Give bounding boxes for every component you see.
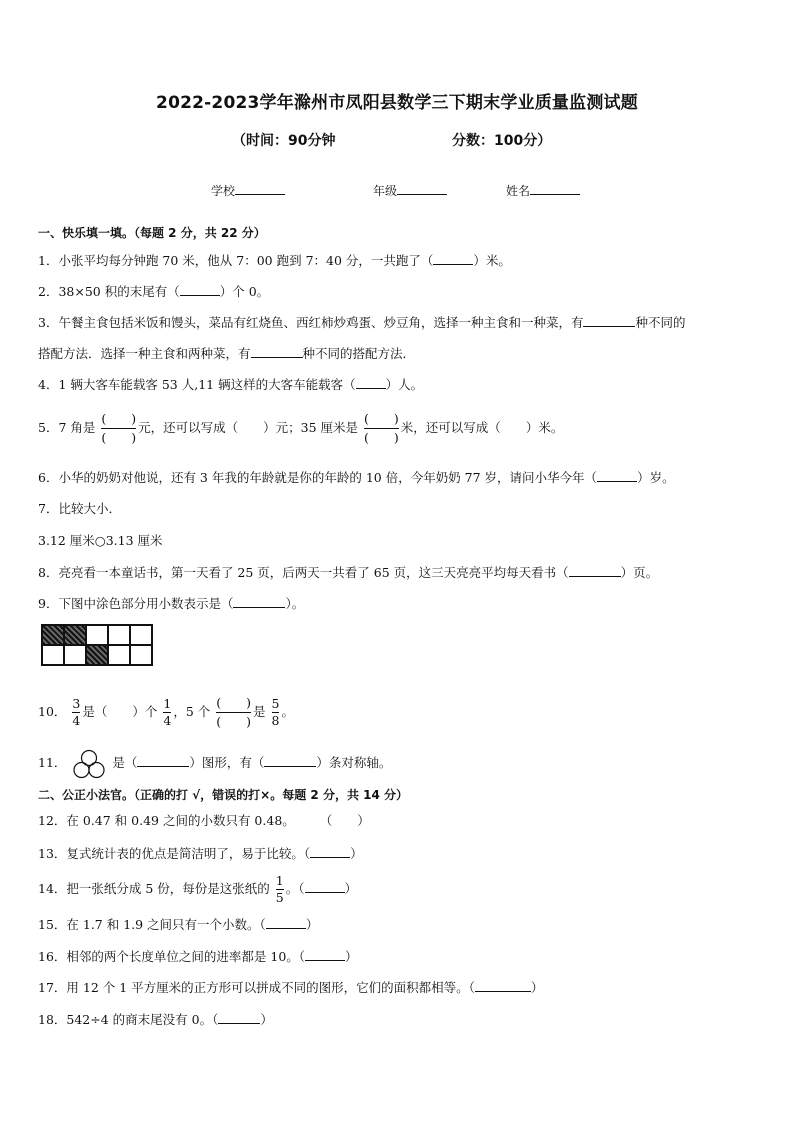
section-1-heading: 一、快乐填一填。（每题 2 分，共 22 分） bbox=[38, 226, 266, 240]
question-7: 7．比较大小． bbox=[38, 501, 121, 516]
grid-cell-shaded bbox=[86, 645, 108, 665]
question-6: 6．小华的奶奶对他说，还有 3 年我的年龄就是你的年龄的 10 倍，今年奶奶 77 岁，请问小华今年（ ）岁。 bbox=[38, 470, 675, 485]
question-10: 10． $\frac{3}{4}$ 是（ ）个 $\frac{1}{4}$ ，5 个 ( ) ( ) 是 $\frac{5}{8}$ 。 bbox=[38, 695, 294, 729]
answer-blank[interactable] bbox=[137, 754, 189, 767]
answer-blank[interactable] bbox=[266, 916, 306, 929]
answer-blank[interactable] bbox=[433, 252, 473, 265]
grade-blank[interactable] bbox=[397, 182, 447, 195]
grid-cell-shaded bbox=[42, 625, 64, 645]
name-field bbox=[506, 182, 580, 199]
question-8: 8．亮亮看一本童话书，第一天看了 25 页，后两天一共看了 65 页，这三天亮亮平均每天看书（ ）页。 bbox=[38, 565, 659, 580]
name-label: 姓名 bbox=[506, 184, 531, 198]
question-13: 13．复式统计表的优点是简洁明了，易于比较。（ ） bbox=[38, 846, 363, 861]
grid-cell bbox=[108, 625, 130, 645]
question-9: 9．下图中涂色部分用小数表示是（ ）。 bbox=[38, 596, 305, 611]
grid-cell bbox=[130, 645, 152, 665]
answer-blank[interactable] bbox=[251, 345, 303, 358]
question-12: 12．在 0.47 和 0.49 之间的小数只有 0.48。 （ ） bbox=[38, 813, 370, 828]
school-field bbox=[211, 182, 285, 199]
fraction-one-quarter: $\frac{1}{4}$ bbox=[163, 696, 172, 728]
answer-blank[interactable] bbox=[475, 979, 531, 992]
answer-paren[interactable]: （ ） bbox=[319, 813, 370, 828]
answer-blank[interactable] bbox=[597, 469, 637, 482]
question-4: 4．1 辆大客车能载客 53 人,11 辆这样的大客车能载客（ ）人。 bbox=[38, 377, 424, 392]
fraction-three-quarters: $\frac{3}{4}$ bbox=[72, 696, 81, 728]
question-14: 14．把一张纸分成 5 份，每份是这张纸的 $\frac{1}{5}$ 。（ ） bbox=[38, 873, 358, 905]
question-17: 17．用 12 个 1 平方厘米的正方形可以拼成不同的图形，它们的面积都相等。（ ） bbox=[38, 980, 544, 995]
fraction-blank[interactable]: ( ) ( ) bbox=[101, 411, 137, 445]
answer-blank[interactable] bbox=[583, 314, 635, 327]
grade-label: 年级 bbox=[373, 184, 398, 198]
fraction-five-eighths: $\frac{5}{8}$ bbox=[271, 696, 280, 728]
question-2: 2．38×50 积的末尾有（ ）个 0。 bbox=[38, 284, 270, 299]
question-18: 18．542÷4 的商末尾没有 0。（ ） bbox=[38, 1012, 273, 1027]
exam-time: （时间：90分钟 bbox=[232, 133, 336, 149]
section-2-heading: 二、公正小法官。（正确的打 √，错误的打×。每题 2 分，共 14 分） bbox=[38, 788, 408, 802]
grid-cell bbox=[108, 645, 130, 665]
question-3-line-1: 3．午餐主食包括米饭和馒头，菜品有红烧鱼、西红柿炒鸡蛋、炒豆角，选择一种主食和一种菜，有 种不同的 bbox=[38, 315, 686, 330]
answer-blank[interactable] bbox=[305, 948, 345, 961]
fraction-blank[interactable]: ( ) ( ) bbox=[216, 695, 251, 729]
answer-blank[interactable] bbox=[305, 880, 345, 893]
answer-blank[interactable] bbox=[180, 283, 220, 296]
grid-cell bbox=[130, 625, 152, 645]
page-title: 2022-2023学年滁州市凤阳县数学三下期末学业质量监测试题 bbox=[156, 93, 638, 113]
grid-cell bbox=[42, 645, 64, 665]
name-blank[interactable] bbox=[530, 182, 580, 195]
shaded-grid-figure bbox=[41, 624, 153, 666]
question-11: 11． 是（ ）图形，有（ ）条对称轴。 bbox=[38, 748, 391, 779]
grid-cell bbox=[86, 625, 108, 645]
answer-blank[interactable] bbox=[233, 595, 285, 608]
decimal-grid bbox=[41, 624, 153, 666]
grid-cell bbox=[64, 645, 86, 665]
question-16: 16．相邻的两个长度单位之间的进率都是 10。（ ） bbox=[38, 949, 358, 964]
answer-blank[interactable] bbox=[356, 376, 386, 389]
question-3-line-2: 搭配方法．选择一种主食和两种菜，有 种不同的搭配方法． bbox=[38, 346, 416, 361]
school-blank[interactable] bbox=[235, 182, 285, 195]
answer-blank[interactable] bbox=[569, 564, 621, 577]
question-7-compare: 3.12 厘米○3.13 厘米 bbox=[38, 533, 163, 548]
grade-field bbox=[373, 182, 447, 199]
answer-blank[interactable] bbox=[264, 754, 316, 767]
question-1: 1．小张平均每分钟跑 70 米，他从 7：00 跑到 7：40 分，一共跑了（ ）米。 bbox=[38, 253, 511, 268]
answer-blank[interactable] bbox=[310, 845, 350, 858]
answer-blank[interactable] bbox=[218, 1011, 260, 1024]
exam-score: 分数：100分） bbox=[452, 133, 552, 149]
question-15: 15．在 1.7 和 1.9 之间只有一个小数。（ ） bbox=[38, 917, 319, 932]
grid-cell-shaded bbox=[64, 625, 86, 645]
fraction-blank[interactable]: ( ) ( ) bbox=[364, 411, 399, 445]
fraction-one-fifth: $\frac{1}{5}$ bbox=[275, 873, 284, 905]
question-5: 5．7 角是 ( ) ( ) 元，还可以写成（ ）元；35 厘米是 ( ) ( ) 米，还可以写成（ ）米。 bbox=[38, 411, 564, 445]
three-circles-icon bbox=[70, 749, 108, 779]
school-label: 学校 bbox=[211, 184, 236, 198]
